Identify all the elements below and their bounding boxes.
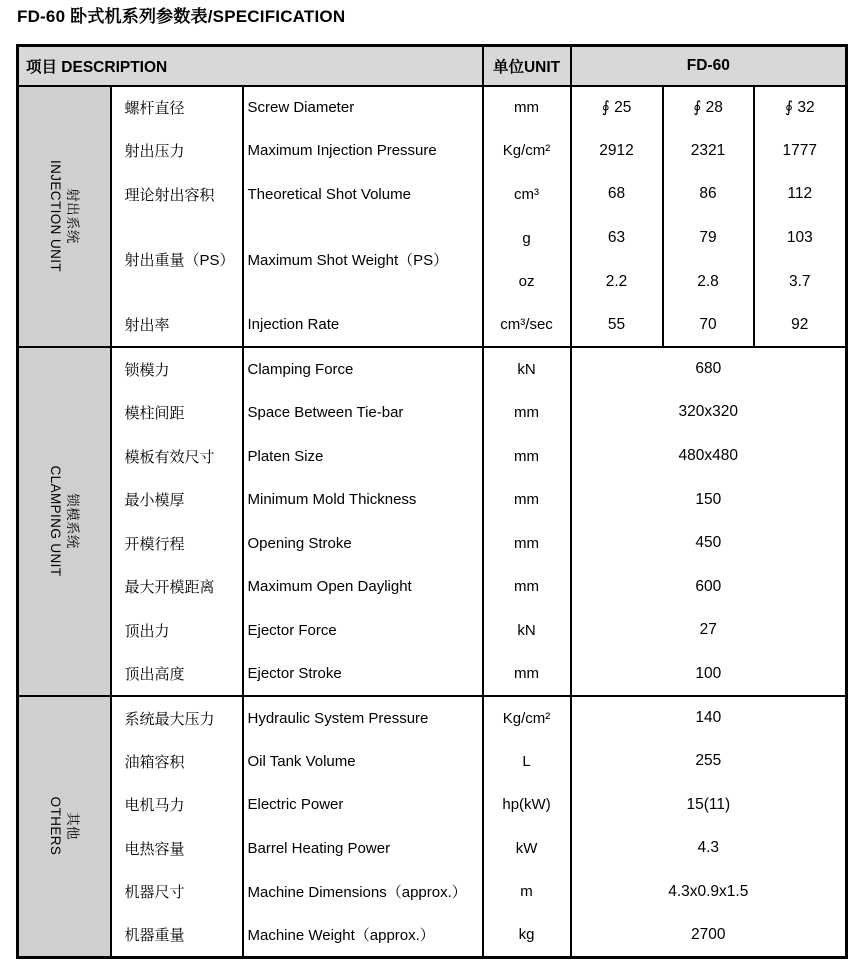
row-value: 600 bbox=[571, 565, 847, 609]
table-row bbox=[18, 652, 847, 696]
table-row bbox=[18, 173, 847, 217]
row-unit: kN bbox=[483, 347, 571, 391]
row-label-en: Electric Power bbox=[243, 783, 483, 827]
row-label-en: Maximum Shot Weight（PS） bbox=[243, 216, 483, 303]
table-row bbox=[18, 521, 847, 565]
table-row bbox=[18, 870, 847, 914]
row-value-3: 1777 bbox=[754, 129, 847, 173]
row-label-en: Theoretical Shot Volume bbox=[243, 173, 483, 217]
section-label-others bbox=[47, 797, 81, 856]
row-label-cn: 电机马力 bbox=[111, 783, 243, 827]
row-label-en: Hydraulic System Pressure bbox=[243, 696, 483, 740]
row-unit: mm bbox=[483, 391, 571, 435]
row-label-cn: 系统最大压力 bbox=[111, 696, 243, 740]
row-value: 150 bbox=[571, 478, 847, 522]
header-description: 项目 DESCRIPTION bbox=[18, 46, 483, 86]
row-value-3: 103 bbox=[754, 216, 847, 260]
row-unit: mm bbox=[483, 86, 571, 130]
row-unit: Kg/cm² bbox=[483, 696, 571, 740]
table-row bbox=[18, 216, 847, 260]
row-value: 100 bbox=[571, 652, 847, 696]
row-label-en: Ejector Force bbox=[243, 609, 483, 653]
table-row bbox=[18, 739, 847, 783]
row-label-en: Clamping Force bbox=[243, 347, 483, 391]
row-value-2: 86 bbox=[663, 173, 754, 217]
row-label-cn: 射出压力 bbox=[111, 129, 243, 173]
row-value: 320x320 bbox=[571, 391, 847, 435]
table-row bbox=[18, 609, 847, 653]
row-unit: m bbox=[483, 870, 571, 914]
section-label-clamping-unit bbox=[47, 466, 81, 577]
row-label-cn: 顶出高度 bbox=[111, 652, 243, 696]
table-row bbox=[18, 565, 847, 609]
table-row bbox=[18, 914, 847, 958]
row-unit: mm bbox=[483, 565, 571, 609]
row-unit: mm bbox=[483, 521, 571, 565]
section-label-en: OTHERS bbox=[48, 797, 64, 856]
row-label-cn: 油箱容积 bbox=[111, 739, 243, 783]
row-label-cn: 最小模厚 bbox=[111, 478, 243, 522]
table-row bbox=[18, 696, 847, 740]
spec-table bbox=[16, 44, 848, 959]
section-label-en: INJECTION UNIT bbox=[48, 160, 64, 273]
table-row bbox=[18, 303, 847, 347]
row-unit: L bbox=[483, 739, 571, 783]
row-value: 255 bbox=[571, 739, 847, 783]
row-value-1: 55 bbox=[571, 303, 663, 347]
row-unit: g bbox=[483, 216, 571, 260]
row-unit: mm bbox=[483, 478, 571, 522]
row-label-en: Opening Stroke bbox=[243, 521, 483, 565]
table-row bbox=[18, 478, 847, 522]
row-value-3: 92 bbox=[754, 303, 847, 347]
row-label-cn: 顶出力 bbox=[111, 609, 243, 653]
header-model: FD-60 bbox=[571, 46, 847, 86]
row-unit: kW bbox=[483, 827, 571, 871]
row-value-3: 3.7 bbox=[754, 260, 847, 304]
row-label-en: Platen Size bbox=[243, 434, 483, 478]
section-cell-clamping-unit bbox=[18, 347, 111, 696]
section-label-cn: 其他 bbox=[65, 812, 81, 841]
row-label-en: Barrel Heating Power bbox=[243, 827, 483, 871]
section-label-en: CLAMPING UNIT bbox=[48, 465, 64, 577]
section-cell-injection-unit bbox=[18, 86, 111, 348]
table-row bbox=[18, 434, 847, 478]
row-unit: cm³/sec bbox=[483, 303, 571, 347]
page-title: FD-60 卧式机系列参数表/SPECIFICATION bbox=[17, 7, 346, 26]
section-label-cn: 射出系统 bbox=[65, 188, 81, 245]
row-label-en: Maximum Open Daylight bbox=[243, 565, 483, 609]
row-unit: mm bbox=[483, 434, 571, 478]
row-value: 4.3 bbox=[571, 827, 847, 871]
row-value: 480x480 bbox=[571, 434, 847, 478]
row-value: 27 bbox=[571, 609, 847, 653]
row-label-cn: 机器重量 bbox=[111, 914, 243, 958]
row-unit: cm³ bbox=[483, 173, 571, 217]
row-label-en: Injection Rate bbox=[243, 303, 483, 347]
row-value: 15(11) bbox=[571, 783, 847, 827]
row-label-en: Machine Weight（approx.） bbox=[243, 914, 483, 958]
row-value-2: 2.8 bbox=[663, 260, 754, 304]
row-value: 450 bbox=[571, 521, 847, 565]
row-label-cn: 开模行程 bbox=[111, 521, 243, 565]
table-row bbox=[18, 129, 847, 173]
row-label-en: Ejector Stroke bbox=[243, 652, 483, 696]
table-header-row bbox=[18, 46, 847, 86]
row-unit: oz bbox=[483, 260, 571, 304]
row-value-2: 2321 bbox=[663, 129, 754, 173]
row-value-1: 2.2 bbox=[571, 260, 663, 304]
table-row bbox=[18, 347, 847, 391]
row-value-2: 70 bbox=[663, 303, 754, 347]
row-label-cn: 锁模力 bbox=[111, 347, 243, 391]
row-value: 2700 bbox=[571, 914, 847, 958]
row-value-2: ∮ 28 bbox=[663, 86, 754, 130]
row-unit: kN bbox=[483, 609, 571, 653]
section-label-cn: 锁模系统 bbox=[65, 493, 81, 550]
row-value-2: 79 bbox=[663, 216, 754, 260]
row-unit: mm bbox=[483, 652, 571, 696]
row-value: 680 bbox=[571, 347, 847, 391]
row-label-cn: 电热容量 bbox=[111, 827, 243, 871]
table-row bbox=[18, 391, 847, 435]
row-label-cn: 射出重量（PS） bbox=[111, 216, 243, 303]
row-value-1: 2912 bbox=[571, 129, 663, 173]
row-label-en: Maximum Injection Pressure bbox=[243, 129, 483, 173]
section-label-injection-unit bbox=[47, 160, 81, 272]
row-value: 140 bbox=[571, 696, 847, 740]
section-cell-others bbox=[18, 696, 111, 958]
row-unit: Kg/cm² bbox=[483, 129, 571, 173]
row-value-1: ∮ 25 bbox=[571, 86, 663, 130]
row-label-cn: 最大开模距离 bbox=[111, 565, 243, 609]
row-label-cn: 机器尺寸 bbox=[111, 870, 243, 914]
table-row bbox=[18, 783, 847, 827]
row-label-en: Space Between Tie-bar bbox=[243, 391, 483, 435]
row-unit: kg bbox=[483, 914, 571, 958]
row-label-cn: 模板有效尺寸 bbox=[111, 434, 243, 478]
row-value: 4.3x0.9x1.5 bbox=[571, 870, 847, 914]
row-label-cn: 理论射出容积 bbox=[111, 173, 243, 217]
row-value-3: 112 bbox=[754, 173, 847, 217]
row-label-cn: 射出率 bbox=[111, 303, 243, 347]
table-row bbox=[18, 86, 847, 130]
row-label-en: Machine Dimensions（approx.） bbox=[243, 870, 483, 914]
row-label-en: Screw Diameter bbox=[243, 86, 483, 130]
row-label-cn: 模柱间距 bbox=[111, 391, 243, 435]
row-label-en: Oil Tank Volume bbox=[243, 739, 483, 783]
table-row bbox=[18, 827, 847, 871]
row-unit: hp(kW) bbox=[483, 783, 571, 827]
row-value-3: ∮ 32 bbox=[754, 86, 847, 130]
row-value-1: 68 bbox=[571, 173, 663, 217]
row-value-1: 63 bbox=[571, 216, 663, 260]
row-label-en: Minimum Mold Thickness bbox=[243, 478, 483, 522]
header-unit: 单位UNIT bbox=[483, 46, 571, 86]
row-label-cn: 螺杆直径 bbox=[111, 86, 243, 130]
